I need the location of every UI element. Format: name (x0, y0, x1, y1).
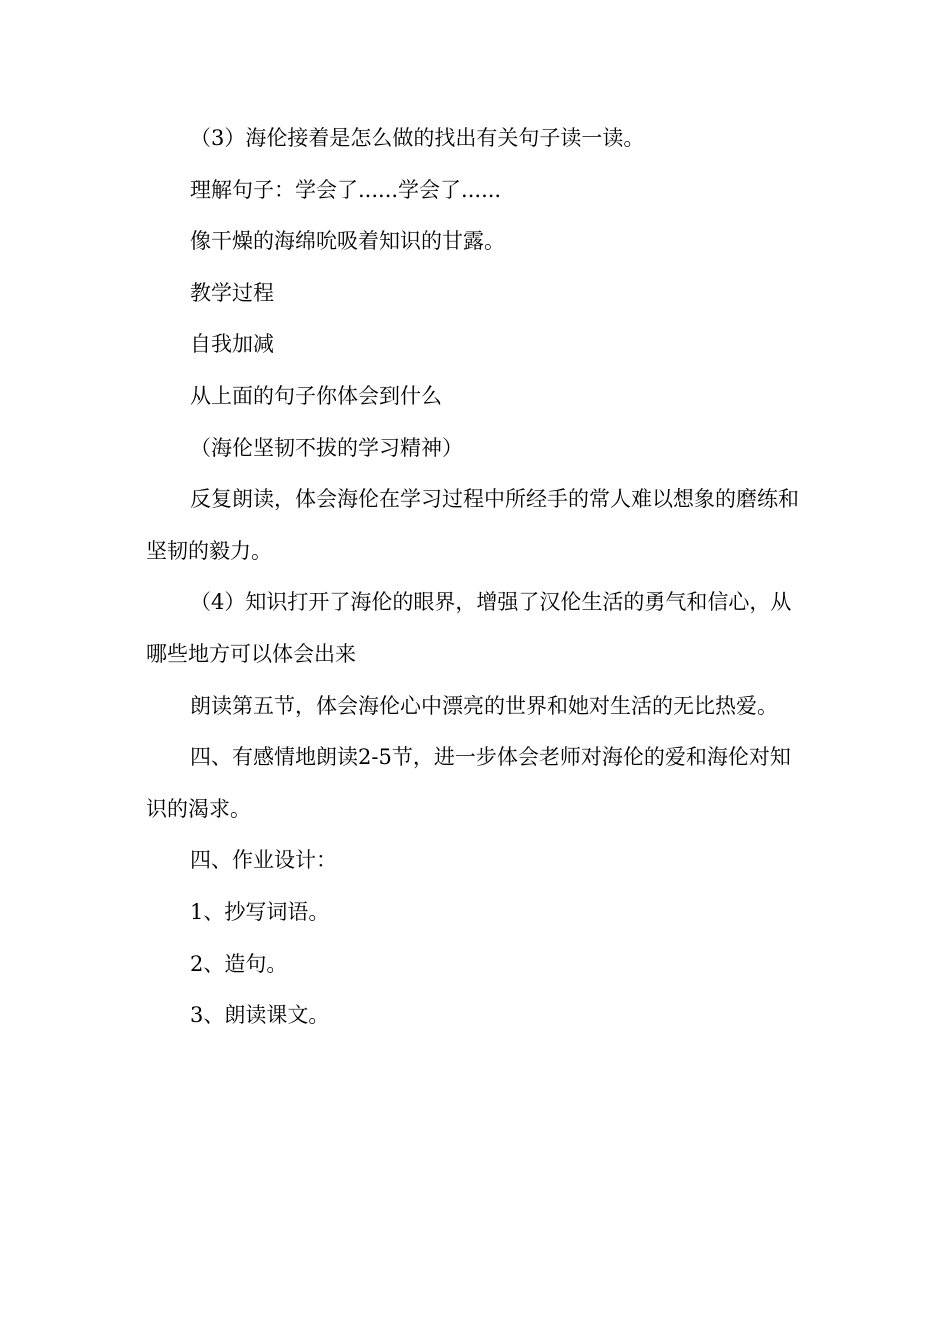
document-body (146, 113, 806, 1042)
paragraph-homework-heading: 四、作业设计： (190, 848, 337, 873)
paragraph-self-adjust: 自我加减 (190, 332, 274, 357)
homework-item-1: 1、抄写词语。 (190, 899, 330, 924)
paragraph-step-4: （4）知识打开了海伦的眼界，增强了汉伦生活的勇气和信心，从哪些地方可以体会出来 (146, 590, 792, 666)
paragraph-emotional-reading: 四、有感情地朗读2-5节，进一步体会老师对海伦的爱和海伦对知识的渴求。 (146, 745, 791, 821)
paragraph-spirit: （海伦坚韧不拔的学习精神） (190, 435, 463, 460)
paragraph-sponge-sentence: 像干燥的海绵吮吸着知识的甘露。 (190, 229, 505, 254)
paragraph-section-five: 朗读第五节，体会海伦心中漂亮的世界和她对生活的无比热爱。 (190, 693, 778, 718)
paragraph-understand-sentence: 理解句子：学会了......学会了...... (190, 177, 502, 202)
paragraph-question: 从上面的句子你体会到什么 (190, 383, 442, 408)
paragraph-teaching-process: 教学过程 (190, 280, 274, 305)
homework-item-2: 2、造句。 (190, 951, 288, 976)
homework-item-3: 3、朗读课文。 (190, 1003, 330, 1028)
paragraph-step-3: （3）海伦接着是怎么做的找出有关句子读一读。 (190, 126, 645, 150)
paragraph-repeat-reading: 反复朗读，体会海伦在学习过程中所经手的常人难以想象的磨练和坚韧的毅力。 (146, 487, 799, 563)
